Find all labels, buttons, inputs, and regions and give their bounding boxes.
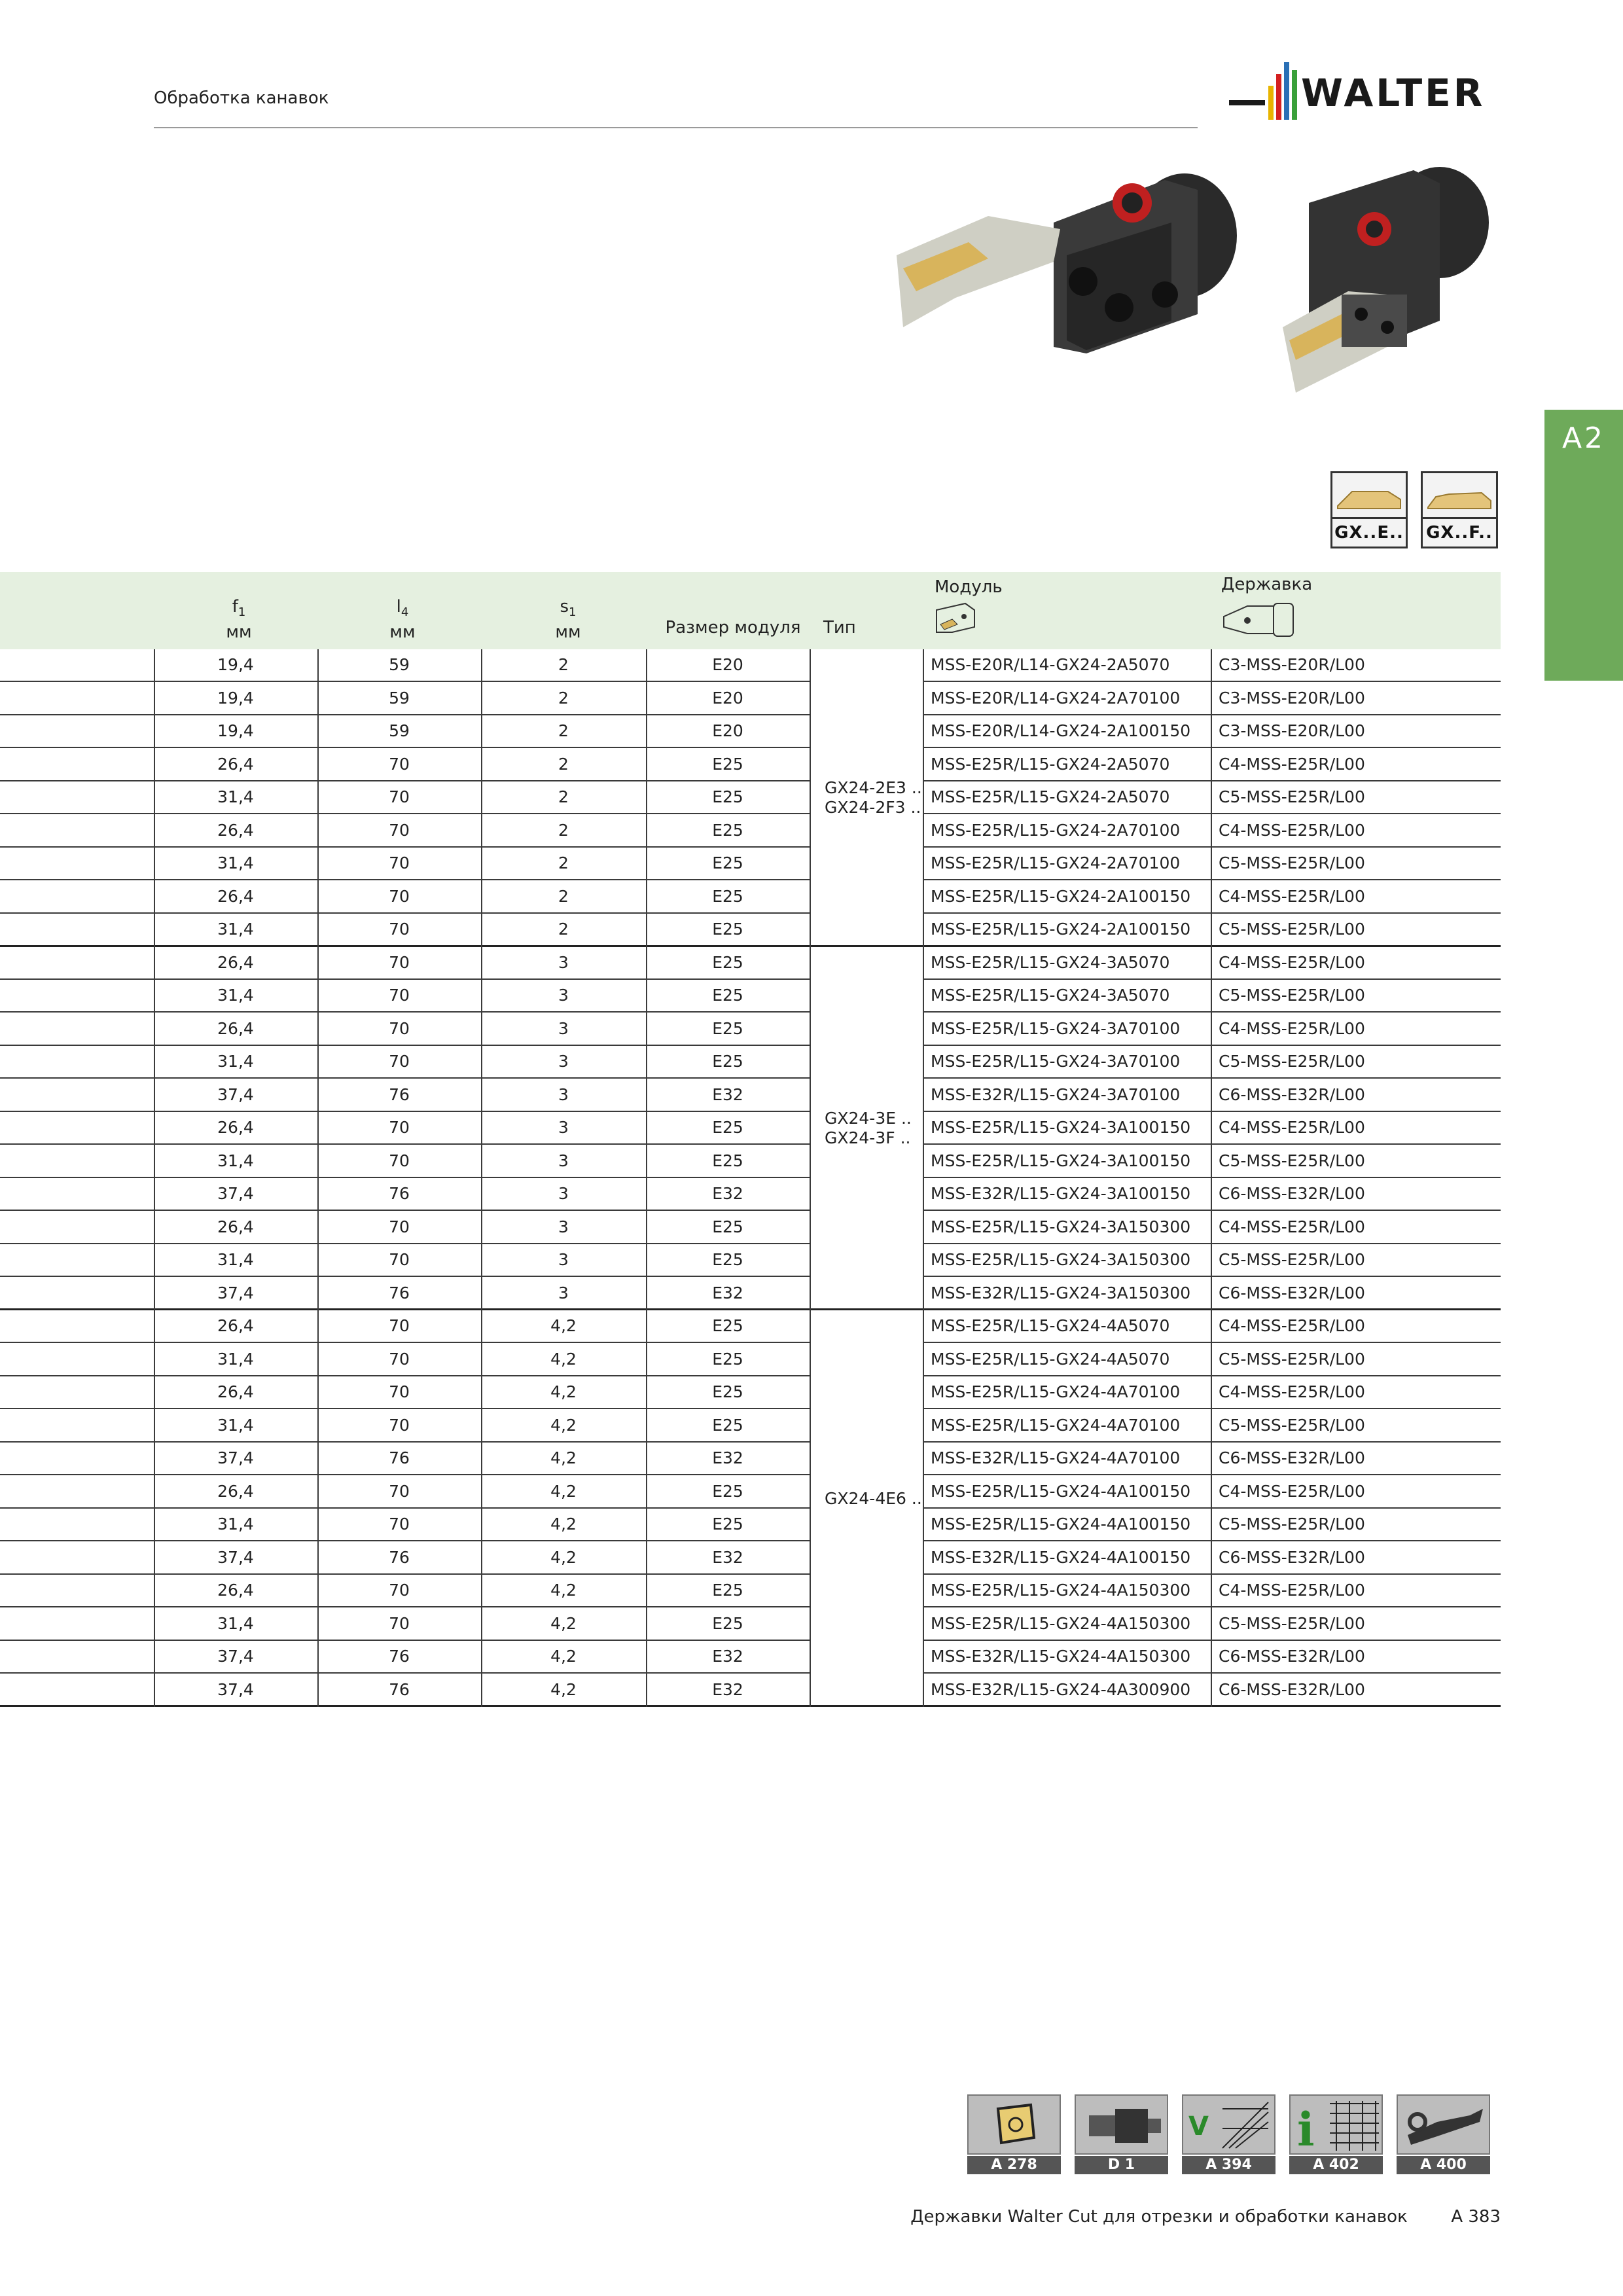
- ref-page-label: A 278: [967, 2156, 1061, 2174]
- table-cell: E25: [712, 1481, 743, 1501]
- table-cell: E25: [712, 853, 743, 872]
- table-cell: 59: [389, 721, 410, 740]
- table-cell: E25: [712, 1382, 743, 1401]
- table-cell: C6-MSS-E32R/L00: [1219, 1184, 1365, 1203]
- module-icon: [933, 601, 978, 637]
- table-cell: 70: [389, 1151, 410, 1170]
- table-row: [0, 1608, 1501, 1641]
- table-cell: MSS-E32R/L15-GX24-3A100150: [931, 1184, 1191, 1203]
- table-cell: 2: [558, 721, 569, 740]
- table-cell: C5-MSS-E25R/L00: [1219, 1415, 1365, 1435]
- section-tab: [1544, 410, 1623, 681]
- table-cell: C4-MSS-E25R/L00: [1219, 886, 1365, 906]
- table-cell: 4,2: [550, 1382, 577, 1401]
- brand-text: WALTER: [1301, 71, 1486, 115]
- group-type-label: GX24-2E3 .. GX24-2F3 ..: [817, 778, 923, 817]
- table-row: [0, 1476, 1501, 1509]
- table-cell: E25: [712, 1316, 743, 1335]
- table-cell: C4-MSS-E25R/L00: [1219, 1118, 1365, 1137]
- table-cell: E25: [712, 1052, 743, 1071]
- table-row: [0, 947, 1501, 980]
- table-cell: 2: [558, 886, 569, 906]
- table-cell: 31,4: [217, 1349, 254, 1369]
- table-row: [0, 1674, 1501, 1707]
- table-cell: 2: [558, 853, 569, 872]
- ref-page-label: A 402: [1289, 2156, 1383, 2174]
- table-cell: E20: [712, 721, 743, 740]
- col-header-holder: Державка: [1221, 575, 1313, 594]
- table-cell: C4-MSS-E25R/L00: [1219, 1217, 1365, 1236]
- table-cell: 26,4: [217, 952, 254, 972]
- table-row: [0, 848, 1501, 880]
- group-type-label: GX24-3E .. GX24-3F ..: [817, 1109, 923, 1148]
- table-cell: 70: [389, 820, 410, 840]
- table-row: [0, 749, 1501, 781]
- table-cell: 76: [389, 1184, 410, 1203]
- table-cell: 59: [389, 655, 410, 674]
- table-cell: C5-MSS-E25R/L00: [1219, 1151, 1365, 1170]
- table-cell: MSS-E32R/L15-GX24-3A150300: [931, 1283, 1191, 1302]
- table-row: [0, 980, 1501, 1013]
- table-row: [0, 881, 1501, 914]
- table-cell: E25: [712, 920, 743, 939]
- table-cell: 3: [558, 1283, 569, 1302]
- table-row: [0, 1310, 1501, 1343]
- table-cell: 37,4: [217, 1647, 254, 1666]
- table-row: [0, 683, 1501, 715]
- table-cell: 19,4: [217, 688, 254, 708]
- table-cell: 70: [389, 1613, 410, 1633]
- table-cell: E25: [712, 1018, 743, 1038]
- table-cell: C5-MSS-E25R/L00: [1219, 986, 1365, 1005]
- page-number: A 383: [1451, 2207, 1501, 2227]
- table-cell: 26,4: [217, 1316, 254, 1335]
- table-cell: 26,4: [217, 1217, 254, 1236]
- table-cell: 3: [558, 1217, 569, 1236]
- table-cell: MSS-E25R/L15-GX24-4A150300: [931, 1581, 1191, 1600]
- table-cell: E25: [712, 952, 743, 972]
- table-cell: 26,4: [217, 1581, 254, 1600]
- table-cell: C6-MSS-E32R/L00: [1219, 1448, 1365, 1467]
- table-cell: MSS-E25R/L15-GX24-2A70100: [931, 853, 1181, 872]
- table-cell: 4,2: [550, 1316, 577, 1335]
- table-cell: 3: [558, 952, 569, 972]
- table-cell: 2: [558, 655, 569, 674]
- table-header: [0, 572, 1501, 649]
- product-photo: [890, 151, 1505, 412]
- table-cell: C5-MSS-E25R/L00: [1219, 1613, 1365, 1633]
- table-cell: MSS-E25R/L15-GX24-2A70100: [931, 820, 1181, 840]
- table-row: [0, 1079, 1501, 1112]
- table-cell: 70: [389, 920, 410, 939]
- table-cell: C4-MSS-E25R/L00: [1219, 1018, 1365, 1038]
- table-cell: C6-MSS-E32R/L00: [1219, 1085, 1365, 1104]
- table-row: [0, 815, 1501, 848]
- table-cell: C5-MSS-E25R/L00: [1219, 787, 1365, 806]
- table-row: [0, 1145, 1501, 1178]
- table-cell: 31,4: [217, 1415, 254, 1435]
- table-row: [0, 1211, 1501, 1244]
- table-cell: MSS-E25R/L15-GX24-4A150300: [931, 1613, 1191, 1633]
- table-cell: 31,4: [217, 920, 254, 939]
- table-cell: 70: [389, 754, 410, 774]
- table-cell: C4-MSS-E25R/L00: [1219, 952, 1365, 972]
- table-row: [0, 1013, 1501, 1046]
- table-cell: 26,4: [217, 1018, 254, 1038]
- table-cell: 37,4: [217, 1184, 254, 1203]
- table-cell: C6-MSS-E32R/L00: [1219, 1283, 1365, 1302]
- col-header-f1: $f_1$ мм: [226, 597, 252, 643]
- table-cell: C4-MSS-E25R/L00: [1219, 754, 1365, 774]
- column-divider: [1211, 649, 1212, 1707]
- table-cell: 70: [389, 1382, 410, 1401]
- table-cell: E25: [712, 1118, 743, 1137]
- table-cell: 4,2: [550, 1613, 577, 1633]
- table-row: [0, 1641, 1501, 1674]
- table-cell: 70: [389, 1052, 410, 1071]
- insert-type-gx-e-icon: [1330, 471, 1408, 548]
- table-row: [0, 1344, 1501, 1376]
- table-cell: 70: [389, 853, 410, 872]
- svg-text:V: V: [1188, 2111, 1209, 2142]
- table-cell: C3-MSS-E20R/L00: [1219, 688, 1365, 708]
- table-row: [0, 1112, 1501, 1145]
- col-header-l4: $l_4$ мм: [389, 597, 416, 643]
- table-cell: E25: [712, 1515, 743, 1534]
- table-cell: 31,4: [217, 1151, 254, 1170]
- table-cell: 70: [389, 1250, 410, 1269]
- table-cell: 31,4: [217, 986, 254, 1005]
- table-cell: 37,4: [217, 1679, 254, 1699]
- table-cell: 26,4: [217, 1118, 254, 1137]
- wrench-icon: [1397, 2094, 1490, 2155]
- insert-shape-icon: [1332, 480, 1406, 519]
- section-tab-label: A2: [1561, 422, 1606, 455]
- col-header-s1: $s_1$ мм: [555, 597, 581, 643]
- table-cell: MSS-E32R/L15-GX24-4A70100: [931, 1448, 1181, 1467]
- table-cell: MSS-E20R/L14-GX24-2A70100: [931, 688, 1181, 708]
- table-cell: E32: [712, 1184, 743, 1203]
- table-cell: E25: [712, 787, 743, 806]
- table-cell: C3-MSS-E20R/L00: [1219, 655, 1365, 674]
- table-cell: 4,2: [550, 1349, 577, 1369]
- table-cell: 4,2: [550, 1448, 577, 1467]
- table-cell: 31,4: [217, 1250, 254, 1269]
- table-cell: E25: [712, 886, 743, 906]
- col-header-module-size: Размер модуля: [665, 618, 801, 637]
- table-row: [0, 1509, 1501, 1541]
- insert-type-gx-f-icon: [1421, 471, 1498, 548]
- table-cell: MSS-E25R/L15-GX24-4A70100: [931, 1382, 1181, 1401]
- table-cell: MSS-E25R/L15-GX24-4A5070: [931, 1349, 1170, 1369]
- holder-icon: [1221, 597, 1300, 640]
- insert-shape-icon: [1423, 480, 1496, 519]
- table-cell: E25: [712, 1250, 743, 1269]
- table-cell: 4,2: [550, 1647, 577, 1666]
- table-cell: 3: [558, 1250, 569, 1269]
- table-cell: C6-MSS-E32R/L00: [1219, 1647, 1365, 1666]
- table-cell: MSS-E20R/L14-GX24-2A100150: [931, 721, 1191, 740]
- info-table-icon: [1289, 2094, 1383, 2155]
- table-cell: 4,2: [550, 1547, 577, 1567]
- table-cell: MSS-E25R/L15-GX24-2A100150: [931, 886, 1191, 906]
- table-cell: E32: [712, 1647, 743, 1666]
- ref-link-cutting-data[interactable]: [1182, 2094, 1275, 2173]
- table-cell: 4,2: [550, 1481, 577, 1501]
- ref-link-insert[interactable]: [967, 2094, 1061, 2173]
- table-cell: E25: [712, 1415, 743, 1435]
- table-cell: E32: [712, 1679, 743, 1699]
- table-row: [0, 1376, 1501, 1409]
- table-cell: C4-MSS-E25R/L00: [1219, 1316, 1365, 1335]
- table-cell: 76: [389, 1283, 410, 1302]
- insert-type-label: GX..E..: [1334, 523, 1404, 543]
- table-cell: MSS-E25R/L15-GX24-4A100150: [931, 1481, 1191, 1501]
- table-row: [0, 781, 1501, 814]
- table-cell: 70: [389, 986, 410, 1005]
- table-cell: 59: [389, 688, 410, 708]
- table-cell: MSS-E25R/L15-GX24-3A100150: [931, 1151, 1191, 1170]
- table-cell: MSS-E25R/L15-GX24-2A5070: [931, 754, 1170, 774]
- page-footer: [910, 2207, 1501, 2227]
- table-row: [0, 1542, 1501, 1575]
- table-row: [0, 1410, 1501, 1443]
- table-cell: 26,4: [217, 820, 254, 840]
- table-cell: MSS-E32R/L15-GX24-4A100150: [931, 1547, 1191, 1567]
- table-cell: MSS-E25R/L15-GX24-4A100150: [931, 1515, 1191, 1534]
- table-cell: 70: [389, 1018, 410, 1038]
- table-cell: C5-MSS-E25R/L00: [1219, 1052, 1365, 1071]
- table-cell: 76: [389, 1547, 410, 1567]
- table-cell: C4-MSS-E25R/L00: [1219, 1382, 1365, 1401]
- table-cell: 70: [389, 1481, 410, 1501]
- table-cell: 31,4: [217, 1613, 254, 1633]
- table-cell: MSS-E25R/L15-GX24-3A5070: [931, 952, 1170, 972]
- table-cell: E32: [712, 1283, 743, 1302]
- table-cell: 76: [389, 1647, 410, 1666]
- table-cell: 31,4: [217, 787, 254, 806]
- ref-page-label: D 1: [1075, 2156, 1168, 2174]
- table-cell: E25: [712, 820, 743, 840]
- table-cell: MSS-E25R/L15-GX24-3A5070: [931, 986, 1170, 1005]
- table-cell: MSS-E25R/L15-GX24-3A70100: [931, 1018, 1181, 1038]
- table-cell: MSS-E32R/L15-GX24-4A150300: [931, 1647, 1191, 1666]
- table-cell: C5-MSS-E25R/L00: [1219, 920, 1365, 939]
- col-header-module: Модуль: [935, 577, 1003, 597]
- table-cell: 37,4: [217, 1085, 254, 1104]
- section-title: Обработка канавок: [154, 88, 329, 108]
- ref-link-holder[interactable]: [1075, 2094, 1168, 2173]
- table-cell: C4-MSS-E25R/L00: [1219, 1581, 1365, 1600]
- table-row: [0, 1046, 1501, 1079]
- table-cell: E25: [712, 1613, 743, 1633]
- table-cell: 70: [389, 1316, 410, 1335]
- table-cell: 70: [389, 1515, 410, 1534]
- table-cell: 26,4: [217, 754, 254, 774]
- table-cell: 26,4: [217, 1382, 254, 1401]
- table-cell: MSS-E25R/L15-GX24-2A100150: [931, 920, 1191, 939]
- col-header-type: Тип: [823, 618, 856, 637]
- table-cell: E25: [712, 986, 743, 1005]
- table-cell: 3: [558, 986, 569, 1005]
- table-cell: 4,2: [550, 1581, 577, 1600]
- table-cell: 70: [389, 1349, 410, 1369]
- table-cell: 2: [558, 754, 569, 774]
- table-cell: 76: [389, 1679, 410, 1699]
- table-cell: MSS-E32R/L15-GX24-3A70100: [931, 1085, 1181, 1104]
- table-cell: 3: [558, 1184, 569, 1203]
- table-cell: MSS-E25R/L15-GX24-4A5070: [931, 1316, 1170, 1335]
- column-divider: [646, 649, 647, 1707]
- table-cell: E25: [712, 754, 743, 774]
- group-type-label: GX24-4E6 ..: [817, 1489, 923, 1509]
- table-row: [0, 715, 1501, 748]
- table-cell: 19,4: [217, 655, 254, 674]
- walter-logo: [1229, 61, 1501, 123]
- table-row: [0, 1278, 1501, 1310]
- table-cell: MSS-E25R/L15-GX24-3A70100: [931, 1052, 1181, 1071]
- table-cell: 2: [558, 688, 569, 708]
- table-cell: 70: [389, 787, 410, 806]
- table-row: [0, 914, 1501, 946]
- table-cell: 31,4: [217, 1052, 254, 1071]
- column-divider: [923, 649, 924, 1707]
- table-row: [0, 1244, 1501, 1277]
- table-cell: 3: [558, 1052, 569, 1071]
- table-cell: 31,4: [217, 853, 254, 872]
- insert-type-label: GX..F..: [1426, 523, 1493, 543]
- cutting-data-icon: [1182, 2094, 1275, 2155]
- column-divider: [154, 649, 155, 1707]
- table-cell: 37,4: [217, 1283, 254, 1302]
- table-cell: E25: [712, 1151, 743, 1170]
- column-divider: [810, 649, 811, 1707]
- table-cell: 31,4: [217, 1515, 254, 1534]
- table-cell: 3: [558, 1085, 569, 1104]
- table-cell: 70: [389, 1415, 410, 1435]
- table-cell: MSS-E20R/L14-GX24-2A5070: [931, 655, 1170, 674]
- table-cell: 4,2: [550, 1679, 577, 1699]
- logo-mark-icon: [1229, 61, 1301, 123]
- table-cell: C5-MSS-E25R/L00: [1219, 1349, 1365, 1369]
- table-cell: 37,4: [217, 1547, 254, 1567]
- footer-title: Державки Walter Cut для отрезки и обработки канавок: [910, 2207, 1408, 2227]
- table-cell: 26,4: [217, 886, 254, 906]
- svg-text:i: i: [1297, 2102, 1315, 2155]
- holder-icon: [1075, 2094, 1168, 2155]
- table-cell: 4,2: [550, 1415, 577, 1435]
- table-cell: E32: [712, 1448, 743, 1467]
- table-cell: 3: [558, 1151, 569, 1170]
- column-divider: [481, 649, 482, 1707]
- table-cell: C6-MSS-E32R/L00: [1219, 1679, 1365, 1699]
- insert-icon: [967, 2094, 1061, 2155]
- table-row: [0, 1178, 1501, 1211]
- column-divider: [317, 649, 319, 1707]
- ref-page-label: A 400: [1397, 2156, 1490, 2174]
- table-cell: 70: [389, 952, 410, 972]
- table-row: [0, 1443, 1501, 1475]
- table-cell: C5-MSS-E25R/L00: [1219, 1515, 1365, 1534]
- table-cell: E25: [712, 1217, 743, 1236]
- table-row: [0, 649, 1501, 682]
- table-cell: 2: [558, 920, 569, 939]
- header-rule: [154, 127, 1198, 128]
- table-cell: 3: [558, 1018, 569, 1038]
- table-cell: MSS-E32R/L15-GX24-4A300900: [931, 1679, 1191, 1699]
- table-cell: E25: [712, 1349, 743, 1369]
- table-cell: E32: [712, 1085, 743, 1104]
- table-cell: 2: [558, 820, 569, 840]
- table-row: [0, 1575, 1501, 1607]
- table-cell: E20: [712, 655, 743, 674]
- table-cell: MSS-E25R/L15-GX24-4A70100: [931, 1415, 1181, 1435]
- table-cell: 70: [389, 886, 410, 906]
- table-cell: MSS-E25R/L15-GX24-3A150300: [931, 1250, 1191, 1269]
- table-cell: 19,4: [217, 721, 254, 740]
- table-cell: C5-MSS-E25R/L00: [1219, 853, 1365, 872]
- table-cell: E32: [712, 1547, 743, 1567]
- table-cell: 70: [389, 1118, 410, 1137]
- table-cell: MSS-E25R/L15-GX24-2A5070: [931, 787, 1170, 806]
- table-cell: 3: [558, 1118, 569, 1137]
- table-cell: E25: [712, 1581, 743, 1600]
- table-cell: C5-MSS-E25R/L00: [1219, 1250, 1365, 1269]
- table-cell: MSS-E25R/L15-GX24-3A150300: [931, 1217, 1191, 1236]
- table-cell: C6-MSS-E32R/L00: [1219, 1547, 1365, 1567]
- table-cell: 70: [389, 1581, 410, 1600]
- table-cell: 26,4: [217, 1481, 254, 1501]
- table-cell: C4-MSS-E25R/L00: [1219, 1481, 1365, 1501]
- group-divider: [0, 1705, 1501, 1707]
- table-cell: MSS-E25R/L15-GX24-3A100150: [931, 1118, 1191, 1137]
- table-cell: 70: [389, 1217, 410, 1236]
- table-cell: 76: [389, 1085, 410, 1104]
- table-cell: 37,4: [217, 1448, 254, 1467]
- table-cell: E20: [712, 688, 743, 708]
- table-cell: C3-MSS-E20R/L00: [1219, 721, 1365, 740]
- table-cell: 2: [558, 787, 569, 806]
- ref-link-wrench[interactable]: [1397, 2094, 1490, 2173]
- ref-page-label: A 394: [1182, 2156, 1275, 2174]
- table-cell: 4,2: [550, 1515, 577, 1534]
- ref-link-info-table[interactable]: [1289, 2094, 1383, 2173]
- table-cell: 76: [389, 1448, 410, 1467]
- table-cell: C4-MSS-E25R/L00: [1219, 820, 1365, 840]
